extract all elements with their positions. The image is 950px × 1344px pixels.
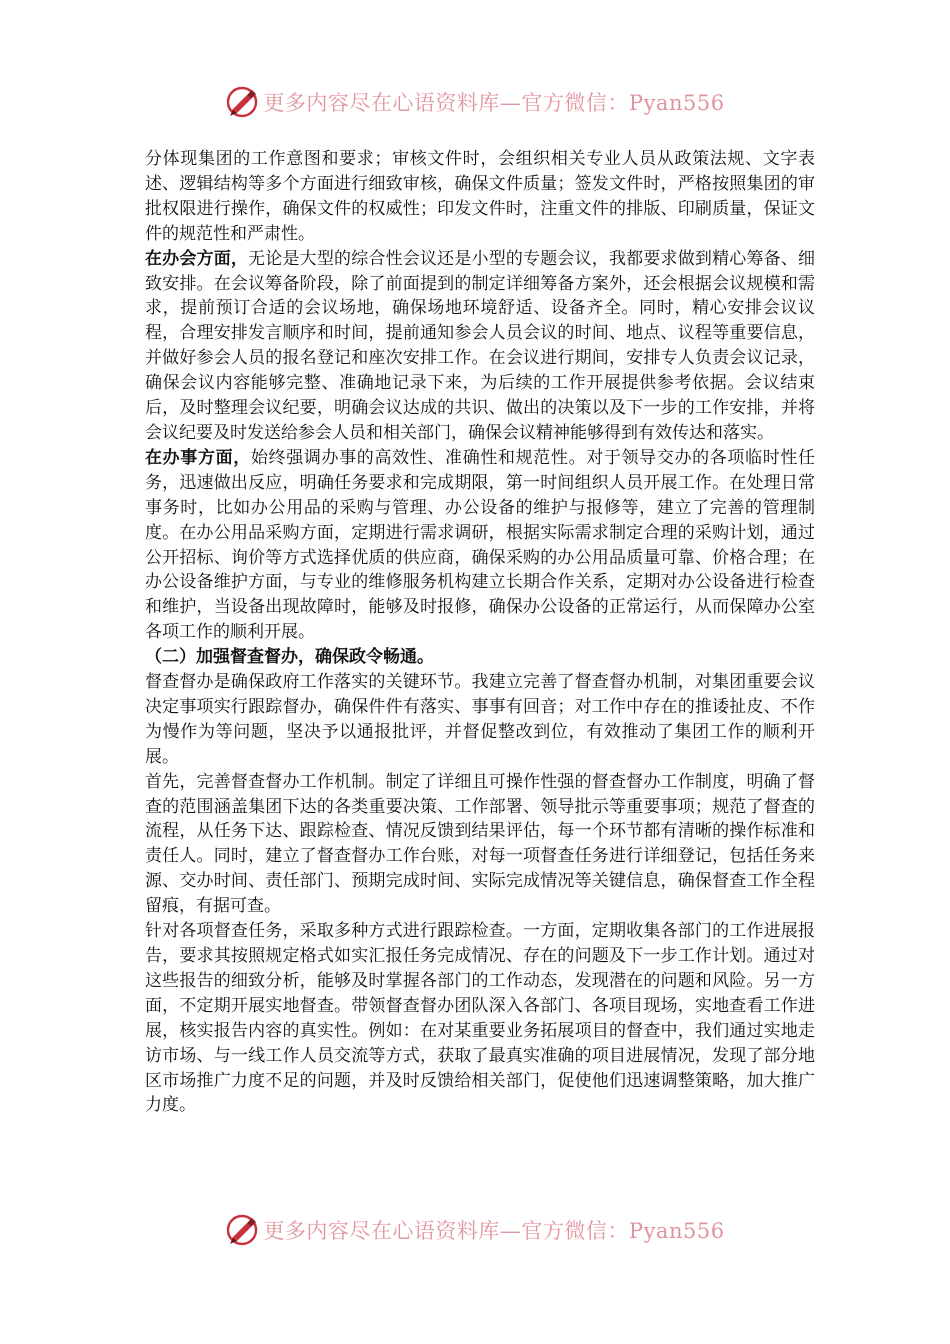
paragraph-affairs-body: 始终强调办事的高效性、准确性和规范性。对于领导交办的各项临时性任务，迅速做出反应，明确任务要求和完成期限，第一时间组织人员开展工作。在处理日常事务时，比如办公用品的采购与管理、办公设备的维护与报修等，建立了完善的管理制度。在办公用品采购方面，定期进行需求调研，根据实际需求制定合理的采购计划，通过公开招标、询价等方式选择优质的供应商，确保采购的办公用品质量可靠、价格合理；在办公设备维护方面，与专业的维修服务机构建立长期合作关系，定期对办公设备进行检查和维护，当设备出现故障时，能够及时报修，确保办公设备的正常运行，从而保障办公室各项工作的顺利开展。 (145, 447, 816, 643)
body-text (145, 147, 815, 1118)
paragraph-affairs (145, 446, 815, 645)
paragraph-affairs-lead: 在办事方面， (145, 447, 251, 468)
section-heading-supervision: （二）加强督查督办，确保政令畅通。 (145, 647, 434, 668)
paragraph-document-drafting: 分体现集团的工作意图和要求；审核文件时，会组织相关专业人员从政策法规、文字表述、逻辑结构等多个方面进行细致审核，确保文件质量；签发文件时，严格按照集团的审批权限进行操作，确保文件的权威性；印发文件时，注重文件的排版、印刷质量，保证文件的规范性和严肃性。 (145, 149, 815, 244)
paragraph-meetings-lead: 在办会方面， (145, 248, 249, 269)
paragraph-supervision-mechanism: 首先，完善督查督办工作机制。制定了详细且可操作性强的督查督办工作制度，明确了督查的范围涵盖集团下达的各类重要决策、工作部署、领导批示等重要事项；规范了督查的流程，从任务下达、跟踪检查、情况反馈到结果评估，每一个环节都有清晰的操作标准和责任人。同时，建立了督查督办工作台账，对每一项督查任务进行详细登记，包括任务来源、交办时间、责任部门、预期完成时间、实际完成情况等关键信息，确保督查工作全程留痕，有据可查。 (145, 771, 815, 917)
paragraph-supervision-tracking: 针对各项督查任务，采取多种方式进行跟踪检查。一方面，定期收集各部门的工作进展报告，要求其按照规定格式如实汇报任务完成情况、存在的问题及下一步工作计划。通过对这些报告的细致分析，能够及时掌握各部门的工作动态，发现潜在的问题和风险。另一方面，不定期开展实地督查。带领督查督办团队深入各部门、各项目现场，实地查看工作进展，核实报告内容的真实性。例如：在对某重要业务拓展项目的督查中，我们通过实地走访市场、与一线工作人员交流等方式，获取了最真实准确的项目进展情况，发现了部分地区市场推广力度不足的问题，并及时反馈给相关部门，促使他们迅速调整策略，加大推广力度。 (145, 921, 815, 1116)
pen-logo-icon (225, 85, 259, 119)
header-banner-text: 更多内容尽在心语资料库—官方微信：Pyan556 (263, 91, 725, 115)
header-banner (0, 82, 950, 122)
paragraph-supervision-intro: 督查督办是确保政府工作落实的关键环节。我建立完善了督查督办机制，对集团重要会议决定事项实行跟踪督办，确保件件有落实、事事有回音；对工作中存在的推诿扯皮、不作为慢作为等问题，坚决予以通报批评，并督促整改到位，有效推动了集团工作的顺利开展。 (145, 672, 815, 767)
pen-logo-icon (225, 1213, 259, 1247)
paragraph-meetings (145, 247, 815, 446)
footer-banner (0, 1210, 950, 1250)
paragraph-meetings-body: 无论是大型的综合性会议还是小型的专题会议，我都要求做到精心筹备、细致安排。在会议筹备阶段，除了前面提到的制定详细筹备方案外，还会根据会议规模和需求，提前预订合适的会议场地，确保场地环境舒适、设备齐全。同时，精心安排会议议程，合理安排发言顺序和时间，提前通知参会人员会议的时间、地点、议程等重要信息，并做好参会人员的报名登记和座次安排工作。在会议进行期间，安排专人负责会议记录，确保会议内容能够完整、准确地记录下来，为后续的工作开展提供参考依据。会议结束后，及时整理会议纪要，明确会议达成的共识、做出的决策以及下一步的工作安排，并将会议纪要及时发送给参会人员和相关部门，确保会议精神能够得到有效传达和落实。 (145, 248, 816, 443)
footer-banner-text: 更多内容尽在心语资料库—官方微信：Pyan556 (263, 1219, 725, 1243)
